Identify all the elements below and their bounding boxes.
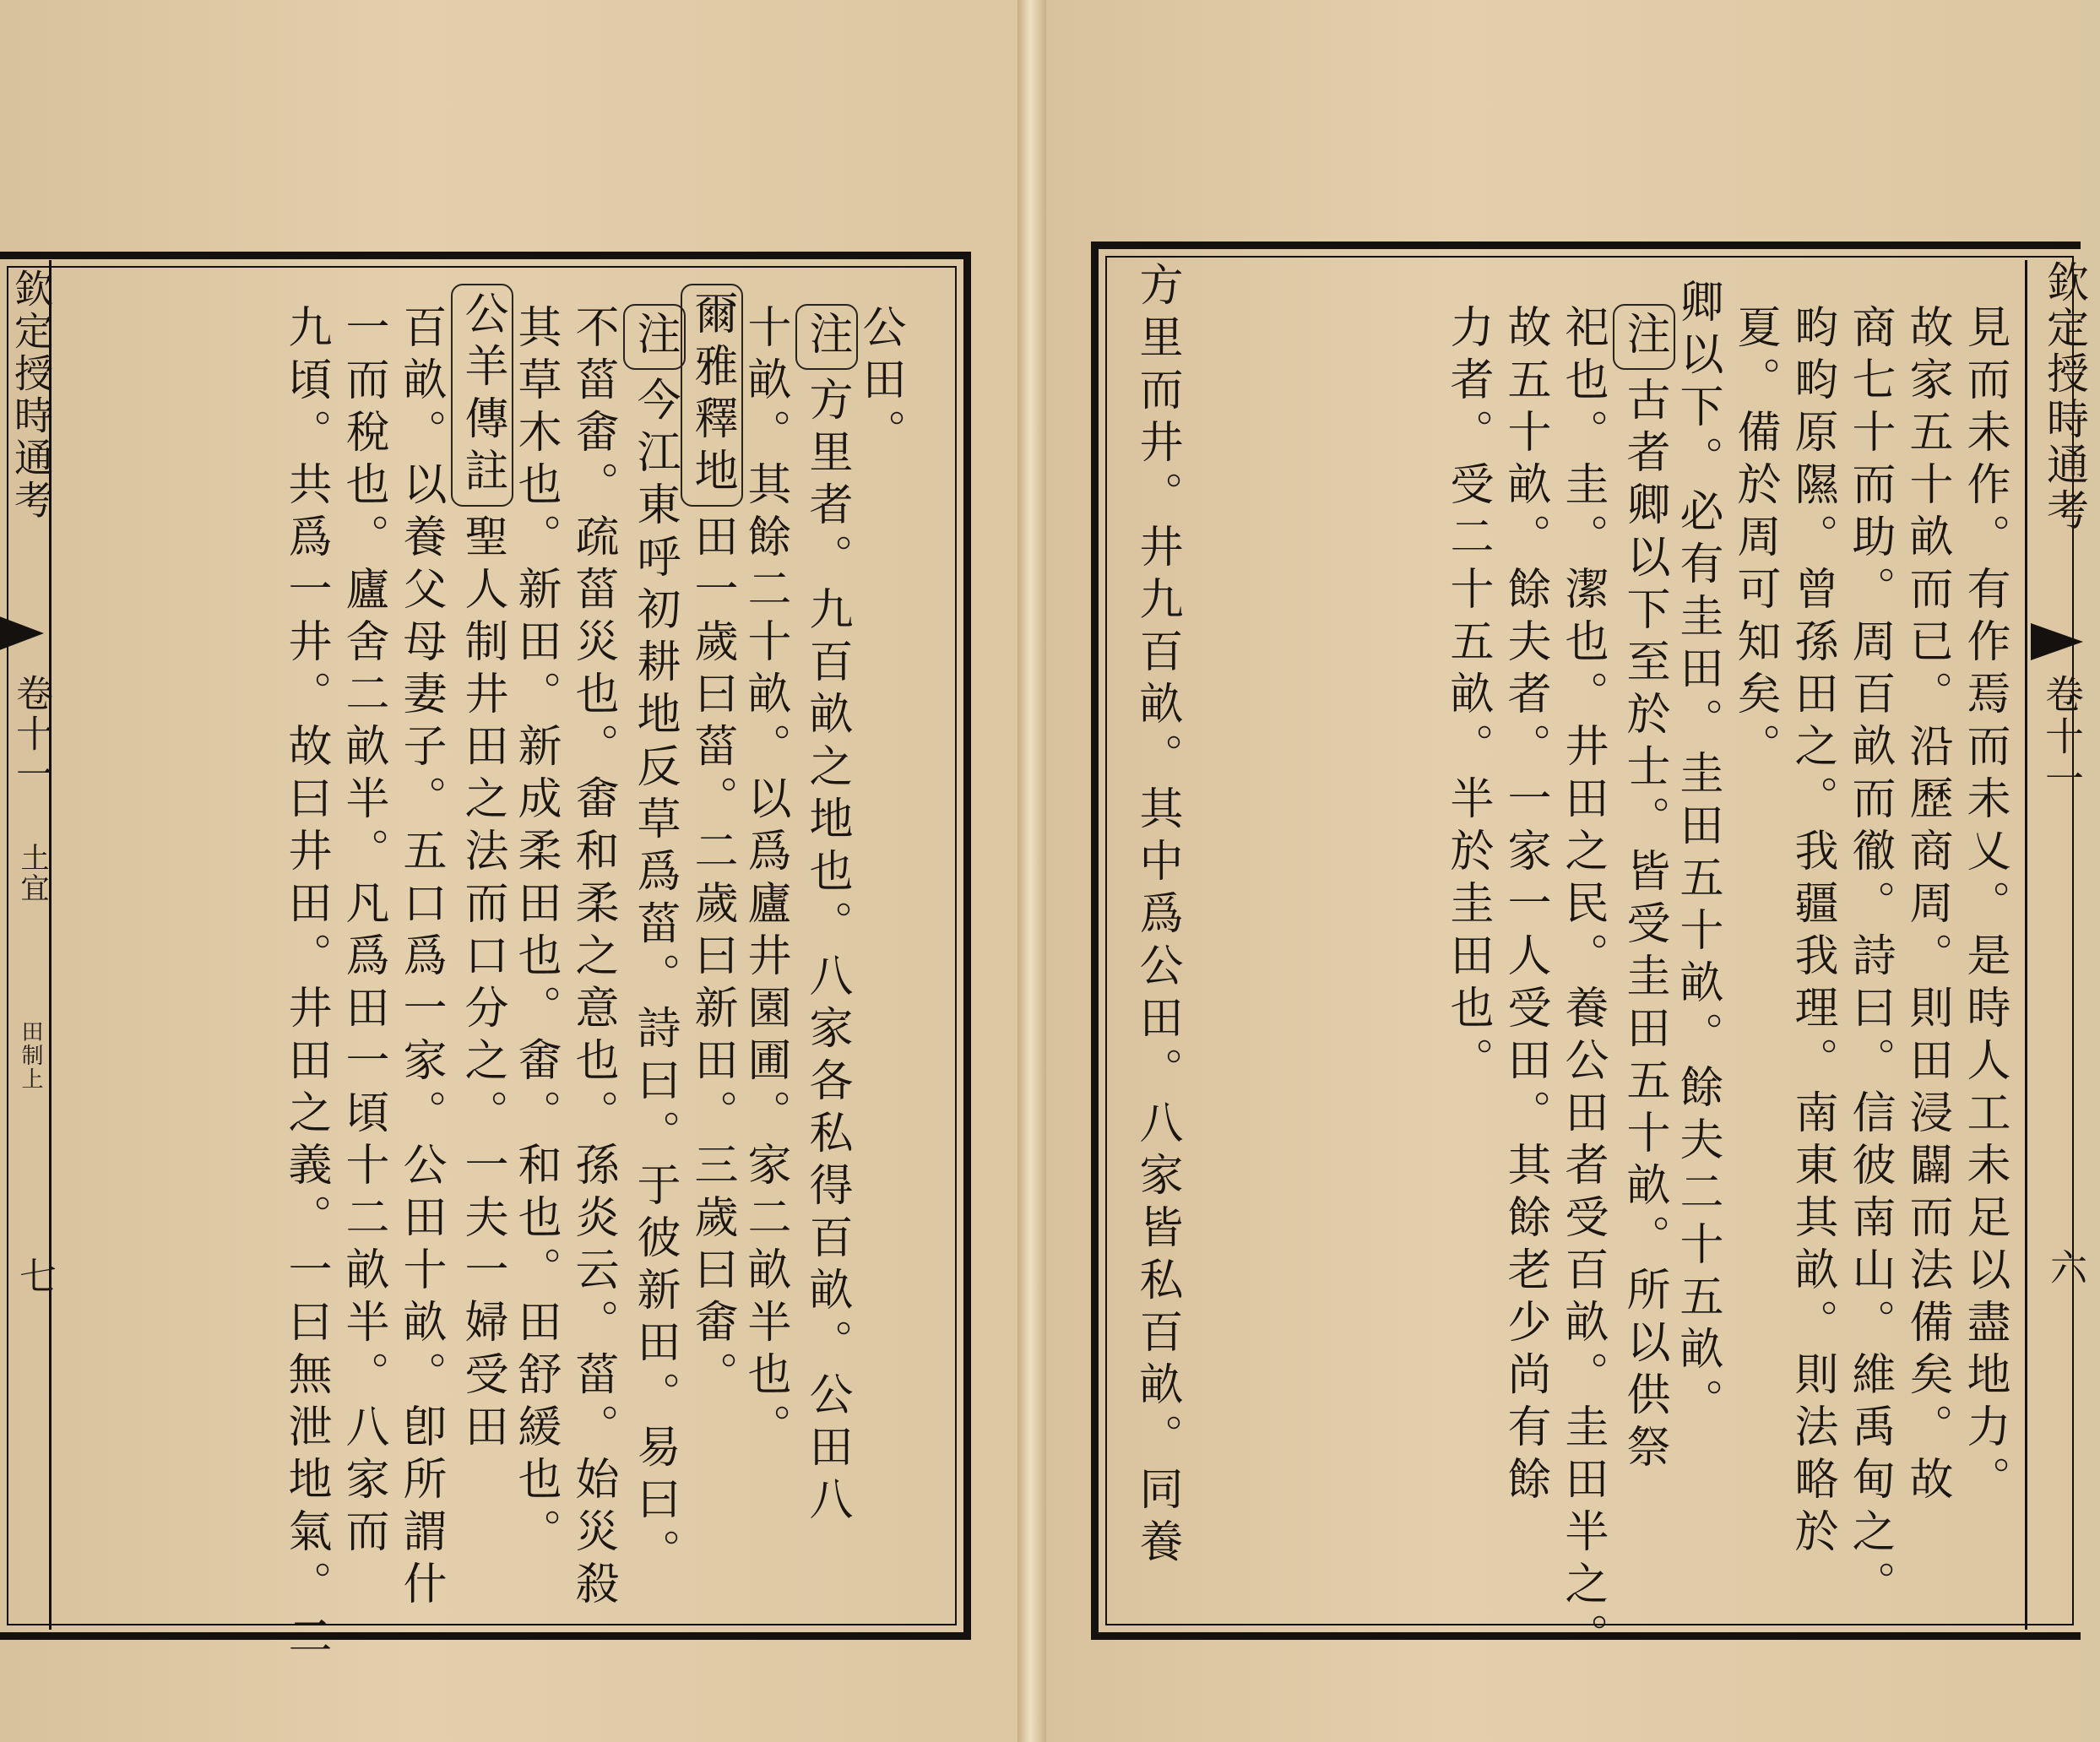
left-col-7 xyxy=(508,304,562,1560)
right-col-9 xyxy=(1498,304,1552,1508)
right-col-11 xyxy=(1130,262,1184,1571)
column-text: 方里而井。井九百畝。其中爲公田。八家皆私百畝。同養 xyxy=(1131,262,1182,1571)
left-margin-section: 土宜 xyxy=(15,843,49,904)
column-text: 故五十畝。餘夫者。一家一人受田。其餘老少尚有餘 xyxy=(1500,304,1550,1508)
fish-tail-mark xyxy=(0,615,44,652)
right-col-2 xyxy=(1900,304,1954,1508)
column-text: 方里者。九百畝之地也。八家各私得百畝。公田八 xyxy=(801,377,852,1528)
column-text: 畇畇原隰。曾孫田之。我疆我理。南東其畝。則法略於 xyxy=(1787,304,1837,1560)
column-text: 故家五十畝而已。沿歷商周。則田浸闢而法備矣。故 xyxy=(1902,304,1952,1508)
column-text: 力者。受二十五畝。半於圭田也。 xyxy=(1442,304,1493,1089)
right-margin-page-number: 六 xyxy=(2043,1248,2086,1285)
right-col-8 xyxy=(1555,304,1609,1665)
note-tag: 爾雅釋地 xyxy=(681,284,743,507)
right-margin-title: 欽定授時通考 xyxy=(2040,260,2089,534)
column-text: 古者卿以下至於士。皆受圭田五十畝。所以供祭 xyxy=(1619,377,1669,1476)
note-tag: 公羊傳註 xyxy=(451,284,513,507)
left-margin-strip xyxy=(0,260,56,1630)
fish-tail-mark-right xyxy=(2031,623,2083,660)
right-col-3 xyxy=(1842,304,1897,1613)
left-col-4 xyxy=(681,284,743,1403)
column-text: 公田。 xyxy=(855,304,905,461)
column-text: 其草木也。新田。新成柔田也。畬。和也。田舒緩也。 xyxy=(510,304,561,1560)
right-col-6 xyxy=(1670,279,1724,1430)
right-margin-volume: 卷十一 xyxy=(2039,674,2085,800)
left-margin-volume: 卷十一 xyxy=(9,674,52,795)
left-col-9 xyxy=(393,304,448,1613)
right-col-7 xyxy=(1613,304,1675,1476)
right-margin-strip xyxy=(2025,260,2100,1630)
left-col-1 xyxy=(853,304,907,461)
right-col-5 xyxy=(1728,304,1782,775)
left-col-2 xyxy=(795,304,858,1528)
right-col-10 xyxy=(1441,304,1495,1089)
note-tag: 注 xyxy=(623,304,686,370)
column-text: 一而稅也。廬舍二畝半。凡爲田一頃十二畝半。八家而 xyxy=(338,304,388,1560)
left-col-5 xyxy=(623,304,686,1581)
left-margin-page-number: 七 xyxy=(13,1256,56,1294)
left-margin-subsection: 田制上 xyxy=(18,1020,43,1091)
note-tag: 注 xyxy=(795,304,858,370)
left-col-3 xyxy=(738,304,792,1456)
left-col-8 xyxy=(451,284,513,1456)
column-text: 卿以下。必有圭田。圭田五十畝。餘夫二十五畝。 xyxy=(1672,279,1723,1430)
column-text: 田一歲曰菑。二歲曰新田。三歲曰畬。 xyxy=(686,513,737,1403)
note-tag: 注 xyxy=(1613,304,1675,370)
right-col-4 xyxy=(1785,304,1839,1560)
column-text: 商七十而助。周百畝而徹。詩曰。信彼南山。維禹甸之。 xyxy=(1844,304,1895,1613)
left-col-11 xyxy=(279,304,333,1665)
left-col-10 xyxy=(336,304,390,1560)
column-text: 祀也。圭。潔也。井田之民。養公田者受百畝。圭田半之。 xyxy=(1557,304,1608,1665)
column-text: 十畝。其餘二十畝。以爲廬井園圃。家二畝半也。 xyxy=(740,304,790,1456)
column-text: 今江東呼初耕地反草爲菑。詩曰。于彼新田。易曰。 xyxy=(629,377,680,1581)
column-text: 見而未作。有作焉而未乂。是時人工未足以盡地力。 xyxy=(1959,304,2010,1508)
left-col-6 xyxy=(566,304,620,1613)
left-margin-title: 欽定授時通考 xyxy=(8,269,54,522)
column-text: 九頃。共爲一井。故曰井田。井田之義。一曰無泄地氣。二 xyxy=(280,304,331,1665)
column-text: 聖人制井田之法而口分之。一夫一婦受田 xyxy=(457,513,507,1456)
column-text: 不菑畬。疏菑災也。畬和柔之意也。孫炎云。菑。始災殺 xyxy=(567,304,618,1613)
column-text: 夏。備於周可知矣。 xyxy=(1729,304,1780,775)
column-text: 百畝。以養父母妻子。五口爲一家。公田十畝。卽所謂什 xyxy=(395,304,446,1613)
book-spine xyxy=(1017,0,1046,1742)
right-col-1 xyxy=(1957,304,2011,1508)
